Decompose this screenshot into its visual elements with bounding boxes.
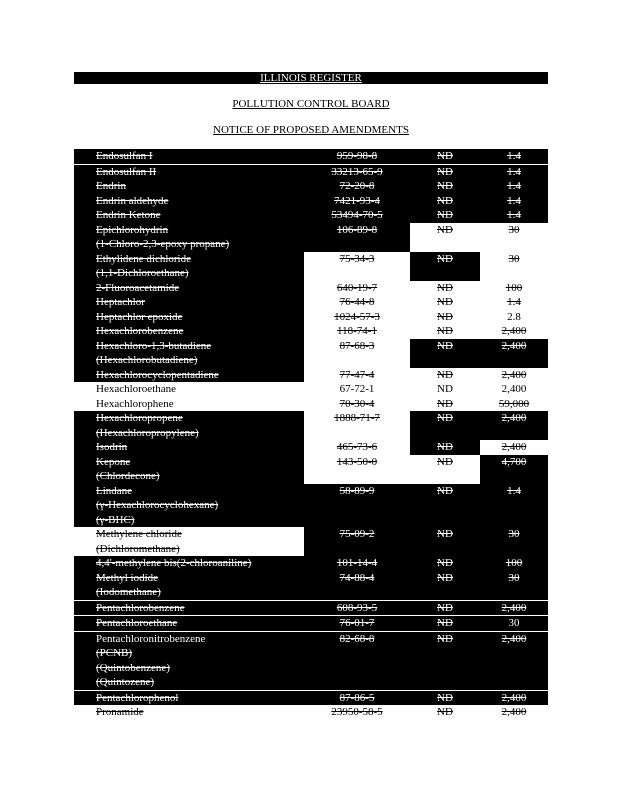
table-row bbox=[74, 455, 548, 484]
constituent-name: 4,4'-methylene bis(2-chloroaniline) bbox=[74, 556, 304, 571]
concentration-value: 1.4 bbox=[480, 164, 548, 179]
constituent-name bbox=[74, 571, 304, 601]
nd-value: ND bbox=[410, 616, 480, 632]
table-row bbox=[74, 179, 548, 194]
register-title: ILLINOIS REGISTER bbox=[74, 72, 548, 84]
concentration-value: 2,400 bbox=[480, 368, 548, 383]
name-line: (1-Chloro-2,3-epoxy propane) bbox=[96, 238, 230, 250]
cas-number: 58-89-9 bbox=[304, 484, 410, 528]
table-row bbox=[74, 484, 548, 528]
constituent-name: Endosulfan I bbox=[74, 149, 304, 164]
nd-value: ND bbox=[410, 252, 480, 281]
name-line: (Iodomethane) bbox=[96, 586, 161, 598]
nd-value: ND bbox=[410, 281, 480, 296]
cas-number: 87-86-5 bbox=[304, 690, 410, 705]
name-line: (Hexachlorobutadiene) bbox=[96, 354, 198, 366]
concentration-value: 2,400 bbox=[480, 705, 548, 720]
table-row bbox=[74, 440, 548, 455]
table-row bbox=[74, 705, 548, 720]
constituent-name: Endrin Ketone bbox=[74, 208, 304, 223]
table-row bbox=[74, 324, 548, 339]
concentration-value: 2.8 bbox=[480, 310, 548, 325]
cas-number: 118-74-1 bbox=[304, 324, 410, 339]
name-line: Methylene chloride bbox=[96, 528, 182, 540]
nd-value: ND bbox=[410, 440, 480, 455]
table-row bbox=[74, 164, 548, 179]
constituent-name: Isodrin bbox=[74, 440, 304, 455]
constituent-name: Endrin bbox=[74, 179, 304, 194]
name-line: (1,1-Dichloroethane) bbox=[96, 267, 189, 279]
table-row bbox=[74, 382, 548, 397]
nd-value: ND bbox=[410, 310, 480, 325]
constituent-name: Pentachloroethane bbox=[74, 616, 304, 632]
name-line: Pentachloronitrobenzene bbox=[96, 632, 206, 645]
constituent-name bbox=[74, 252, 304, 281]
constituent-name: Endrin aldehyde bbox=[74, 194, 304, 209]
cas-number: 53494-70-5 bbox=[304, 208, 410, 223]
concentration-value: 1.4 bbox=[480, 179, 548, 194]
cas-number: 75-34-3 bbox=[304, 252, 410, 281]
constituent-name bbox=[74, 484, 304, 528]
nd-value: ND bbox=[410, 208, 480, 223]
table-row bbox=[74, 411, 548, 440]
nd-value: ND bbox=[410, 631, 480, 690]
constituent-name bbox=[74, 411, 304, 440]
nd-value: ND bbox=[410, 600, 480, 616]
constituent-name: Endosulfan II bbox=[74, 164, 304, 179]
cas-number: 76-01-7 bbox=[304, 616, 410, 632]
concentration-value: 30 bbox=[480, 616, 548, 632]
table-row bbox=[74, 616, 548, 632]
concentration-value: 1.4 bbox=[480, 295, 548, 310]
name-line: Lindane bbox=[96, 484, 133, 497]
constituent-name: Heptachlor epoxide bbox=[74, 310, 304, 325]
nd-value: ND bbox=[410, 397, 480, 412]
nd-value: ND bbox=[410, 527, 480, 556]
constituent-name: Pentachlorophenol bbox=[74, 690, 304, 705]
concentration-value: 1.4 bbox=[480, 194, 548, 209]
cas-number: 74-88-4 bbox=[304, 571, 410, 601]
table-row bbox=[74, 397, 548, 412]
nd-value: ND bbox=[410, 223, 480, 252]
cas-number: 87-68-3 bbox=[304, 339, 410, 368]
table-row bbox=[74, 527, 548, 556]
nd-value: ND bbox=[410, 295, 480, 310]
table-row bbox=[74, 600, 548, 616]
concentration-value: 1.4 bbox=[480, 208, 548, 223]
name-line: Hexachloropropene bbox=[96, 412, 183, 424]
constituent-name: Heptachlor bbox=[74, 295, 304, 310]
nd-value: ND bbox=[410, 705, 480, 720]
cas-number: 101-14-4 bbox=[304, 556, 410, 571]
table-row bbox=[74, 295, 548, 310]
concentration-value: 1.4 bbox=[480, 484, 548, 528]
nd-value: ND bbox=[410, 194, 480, 209]
concentration-value: 30 bbox=[480, 223, 548, 252]
nd-value: ND bbox=[410, 179, 480, 194]
table-row bbox=[74, 149, 548, 164]
concentration-value: 2,400 bbox=[480, 631, 548, 690]
nd-value: ND bbox=[410, 382, 480, 397]
constituent-name bbox=[74, 223, 304, 252]
cas-number: 640-19-7 bbox=[304, 281, 410, 296]
cas-number: 75-09-2 bbox=[304, 527, 410, 556]
table-row bbox=[74, 252, 548, 281]
table-row bbox=[74, 208, 548, 223]
nd-value: ND bbox=[410, 571, 480, 601]
nd-value: ND bbox=[410, 411, 480, 440]
cas-number: 23950-58-5 bbox=[304, 705, 410, 720]
cas-number: 465-73-6 bbox=[304, 440, 410, 455]
concentration-value: 2,400 bbox=[480, 382, 548, 397]
nd-value: ND bbox=[410, 484, 480, 528]
constituent-name bbox=[74, 631, 304, 690]
constituent-table bbox=[74, 149, 548, 720]
concentration-value: 4,700 bbox=[480, 455, 548, 484]
table-row bbox=[74, 556, 548, 571]
notice-title: NOTICE OF PROPOSED AMENDMENTS bbox=[213, 124, 409, 136]
concentration-value: 30 bbox=[480, 571, 548, 601]
cas-number: 82-68-8 bbox=[304, 631, 410, 690]
nd-value: ND bbox=[410, 556, 480, 571]
name-line: Kepone bbox=[96, 455, 131, 468]
concentration-value: 100 bbox=[480, 281, 548, 296]
name-line: Epichlorohydrin bbox=[96, 223, 169, 236]
page-header bbox=[74, 72, 548, 137]
nd-value: ND bbox=[410, 690, 480, 705]
name-line: Ethylidene dichloride bbox=[96, 252, 191, 265]
name-line: (Dichloromethane) bbox=[96, 542, 180, 555]
concentration-value: 2,400 bbox=[480, 339, 548, 368]
cas-number: 106-89-8 bbox=[304, 223, 410, 252]
name-line: (Hexachloropropylene) bbox=[96, 426, 199, 439]
name-line: (Quintozene) bbox=[96, 676, 155, 688]
cas-number: 7421-93-4 bbox=[304, 194, 410, 209]
concentration-value: 30 bbox=[480, 527, 548, 556]
nd-value: ND bbox=[410, 339, 480, 368]
constituent-name bbox=[74, 339, 304, 368]
concentration-value: 59,000 bbox=[480, 397, 548, 412]
constituent-name: 2-Fluoroacetamide bbox=[74, 281, 304, 296]
nd-value: ND bbox=[410, 149, 480, 164]
name-line: Hexachloro-1,3-butadiene bbox=[96, 339, 212, 352]
concentration-value: 100 bbox=[480, 556, 548, 571]
concentration-value: 30 bbox=[480, 252, 548, 281]
name-line: (γ-BHC) bbox=[96, 513, 135, 526]
nd-value: ND bbox=[410, 324, 480, 339]
constituent-name: Pentachlorobenzene bbox=[74, 600, 304, 616]
cas-number: 72-20-8 bbox=[304, 179, 410, 194]
table-row bbox=[74, 690, 548, 705]
nd-value: ND bbox=[410, 455, 480, 484]
concentration-value: 2,400 bbox=[480, 690, 548, 705]
table-row bbox=[74, 571, 548, 601]
table-row bbox=[74, 631, 548, 690]
constituent-name: Hexachloroethane bbox=[74, 382, 304, 397]
constituent-name bbox=[74, 455, 304, 484]
name-line: (Quintobenzene) bbox=[96, 661, 170, 674]
constituent-name bbox=[74, 527, 304, 556]
table-row bbox=[74, 310, 548, 325]
name-line: (PCNB) bbox=[96, 647, 133, 659]
table-row bbox=[74, 281, 548, 296]
constituent-name: Pronamide bbox=[74, 705, 304, 720]
constituent-name: Hexachlorocyclopentadiene bbox=[74, 368, 304, 383]
concentration-value: 1.4 bbox=[480, 149, 548, 164]
name-line: (γ-Hexachlorocyclohexane) bbox=[96, 499, 219, 511]
concentration-value: 2,400 bbox=[480, 600, 548, 616]
cas-number: 143-50-0 bbox=[304, 455, 410, 484]
cas-number: 959-98-8 bbox=[304, 149, 410, 164]
cas-number: 1888-71-7 bbox=[304, 411, 410, 440]
cas-number: 70-30-4 bbox=[304, 397, 410, 412]
concentration-value: 2,400 bbox=[480, 440, 548, 455]
constituent-name: Hexachlorobenzene bbox=[74, 324, 304, 339]
table-row bbox=[74, 368, 548, 383]
cas-number: 77-47-4 bbox=[304, 368, 410, 383]
table-row bbox=[74, 194, 548, 209]
concentration-value: 2,400 bbox=[480, 324, 548, 339]
nd-value: ND bbox=[410, 164, 480, 179]
cas-number: 67-72-1 bbox=[304, 382, 410, 397]
name-line: Methyl iodide bbox=[96, 571, 159, 584]
board-title: POLLUTION CONTROL BOARD bbox=[232, 98, 390, 110]
constituent-name: Hexachlorophene bbox=[74, 397, 304, 412]
concentration-value: 2,400 bbox=[480, 411, 548, 440]
cas-number: 76-44-8 bbox=[304, 295, 410, 310]
table-row bbox=[74, 223, 548, 252]
cas-number: 1024-57-3 bbox=[304, 310, 410, 325]
table-row bbox=[74, 339, 548, 368]
cas-number: 33213-65-9 bbox=[304, 164, 410, 179]
nd-value: ND bbox=[410, 368, 480, 383]
name-line: (Chlordecone) bbox=[96, 470, 160, 482]
cas-number: 608-93-5 bbox=[304, 600, 410, 616]
